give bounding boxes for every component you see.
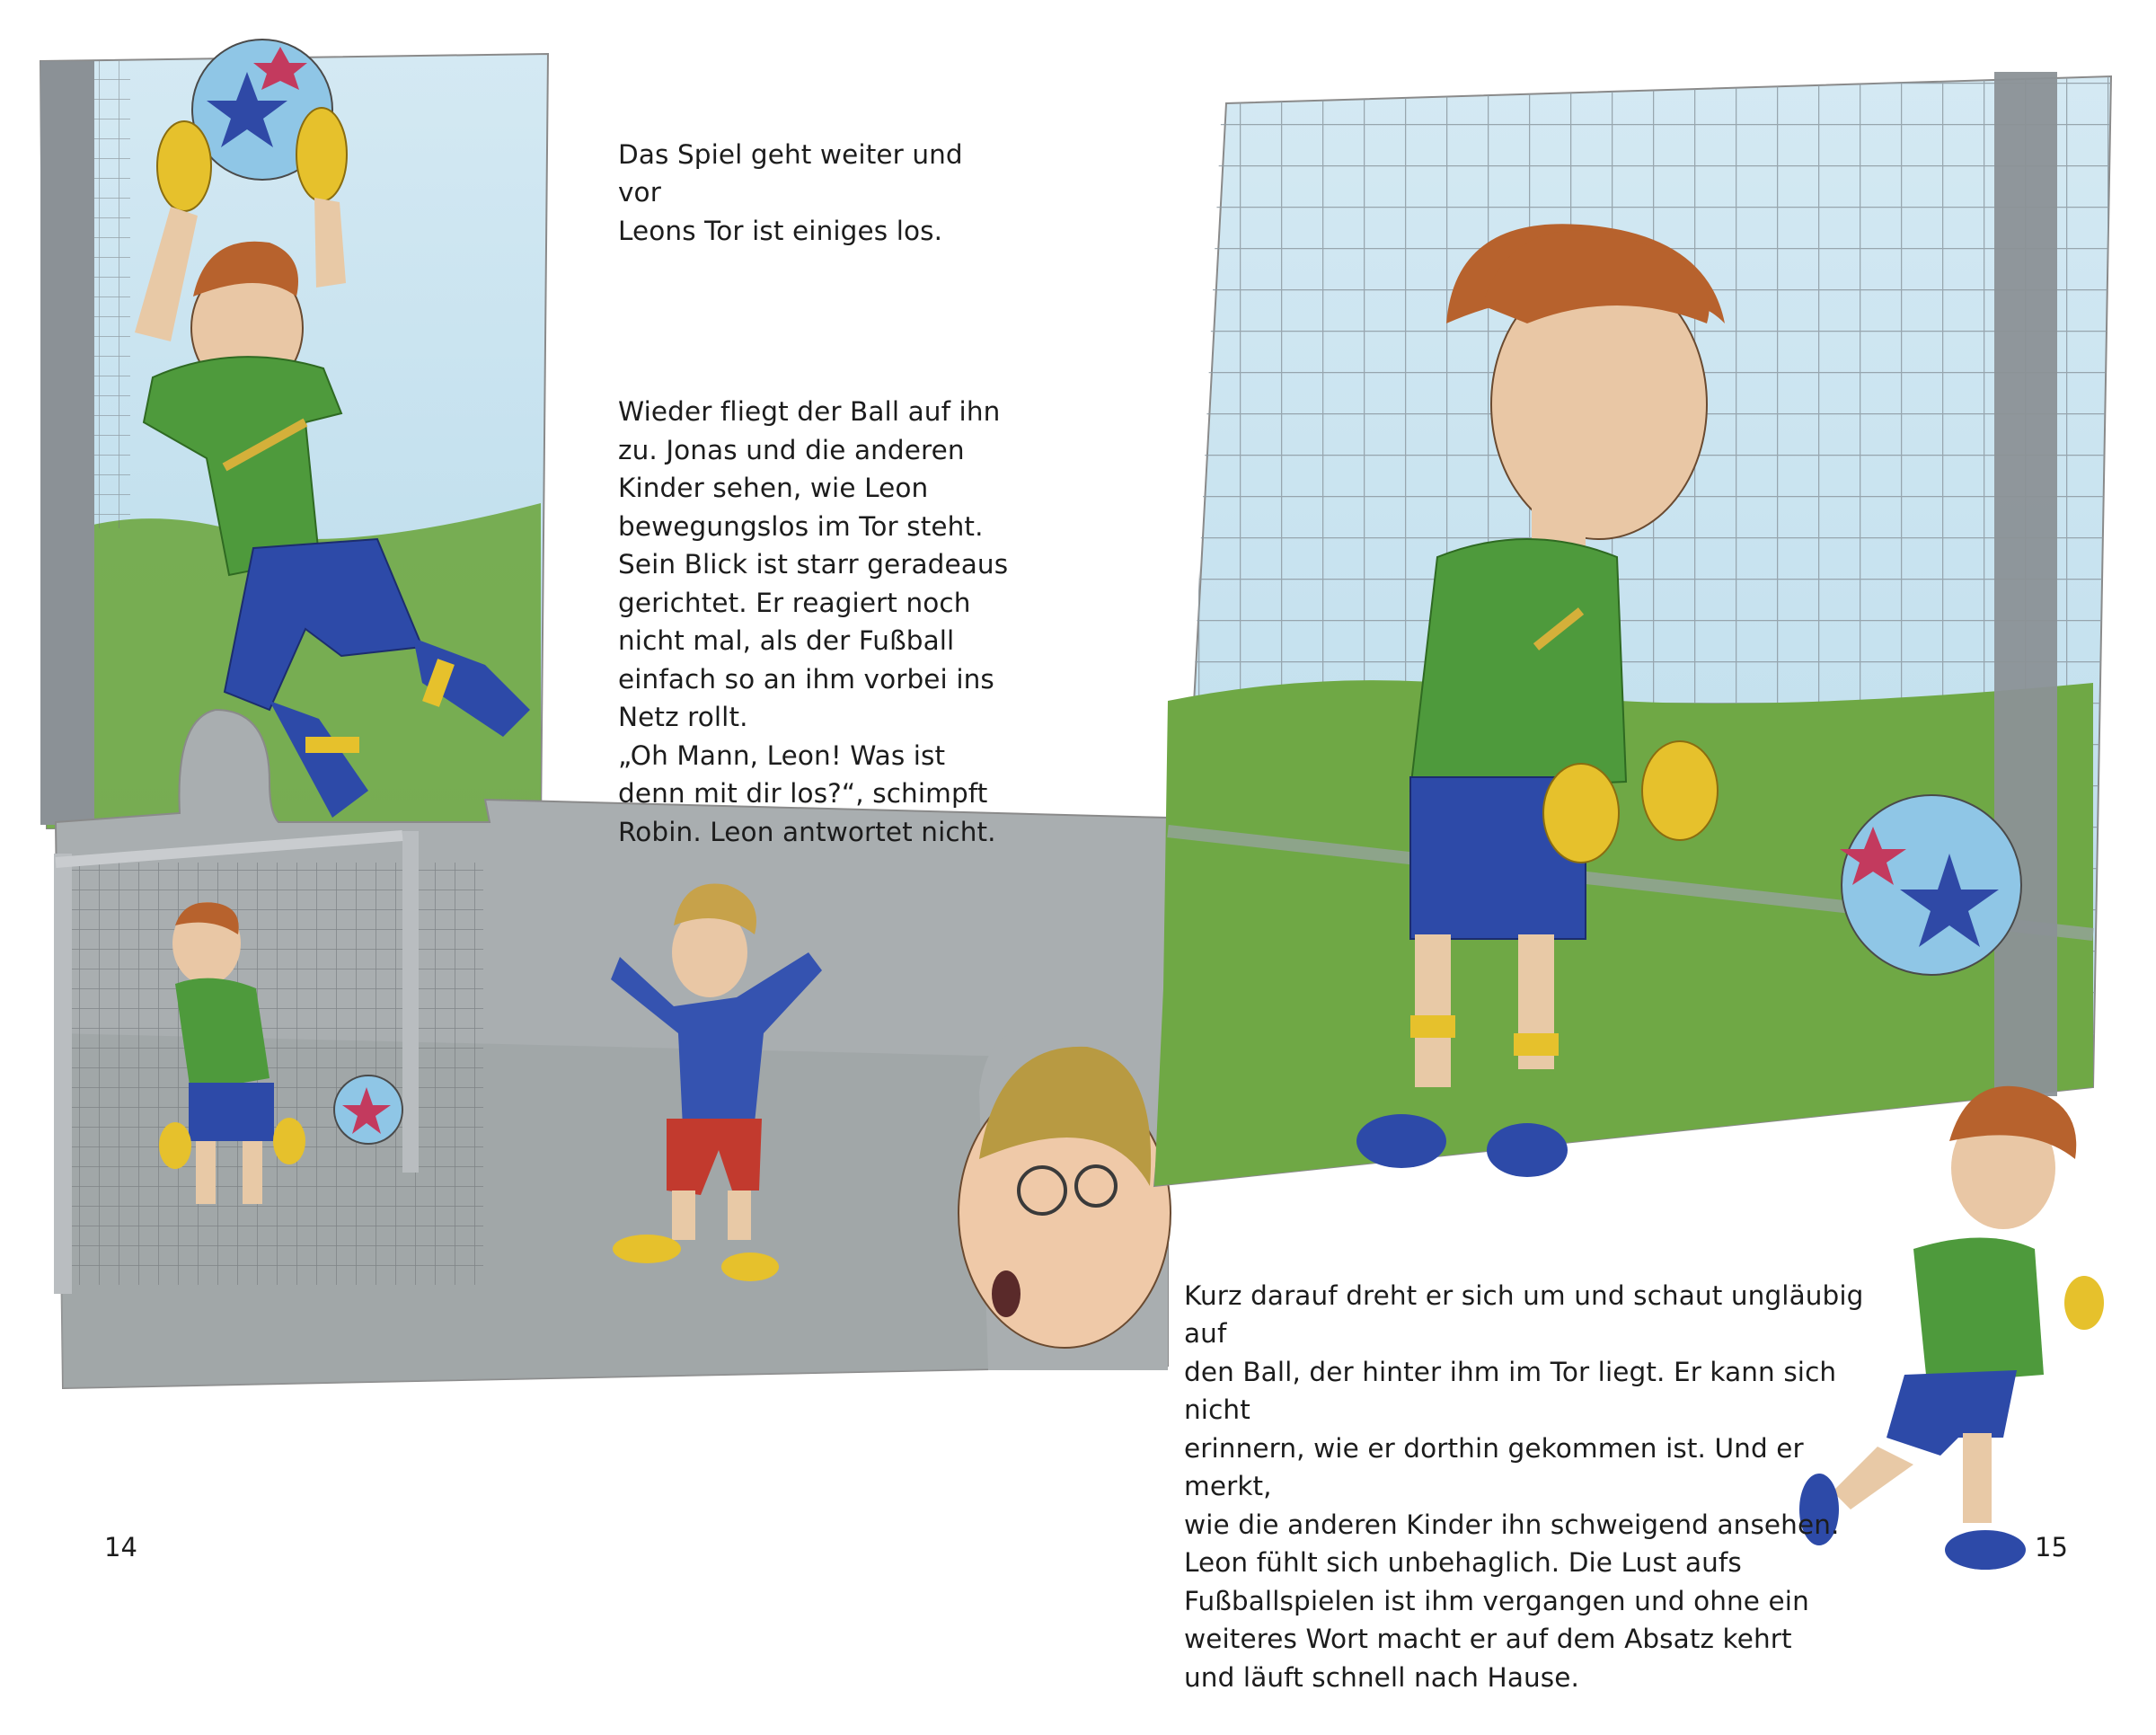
right-paragraph-1: Kurz darauf dreht er sich um und schaut ungläubig auf den Ball, der hinter ihm im Tor liegt. Er kann sich nicht erinnern, wie er dorthin gekommen ist. Und er merkt, wie die anderen Kinder ihn schweigend ansehen. Leon fühlt sich unbehaglich. Die Lust aufs Fußballspielen ist ihm vergangen und ohne ein weiteres Wort macht er auf dem Absatz kehrt und läuft schnell nach Hause. — [1184, 1279, 1864, 1693]
panel-goalkeeper-catch — [40, 40, 548, 828]
page-number-left: 14 — [104, 1532, 137, 1562]
left-paragraph-2: Wieder fliegt der Ball auf ihn zu. Jonas und die anderen Kinder sehen, wie Leon bewegungslos im Tor steht. Sein Blick ist starr geradeaus gerichtet. Er reagiert noch nicht mal, als der Fußball einfach so an ihm vorbei ins Netz rollt. „Oh Mann, Leon! Was ist denn mit dir los?“, schimpft Robin. Leon antwortet nicht. — [618, 396, 1009, 847]
right-page-text — [1184, 1238, 1894, 1735]
left-page-text — [618, 97, 1013, 890]
panel-keeper-net — [1154, 72, 2111, 1186]
left-paragraph-1: Das Spiel geht weiter und vor Leons Tor ist einiges los. — [618, 138, 963, 246]
page-number-right: 15 — [2035, 1532, 2068, 1562]
